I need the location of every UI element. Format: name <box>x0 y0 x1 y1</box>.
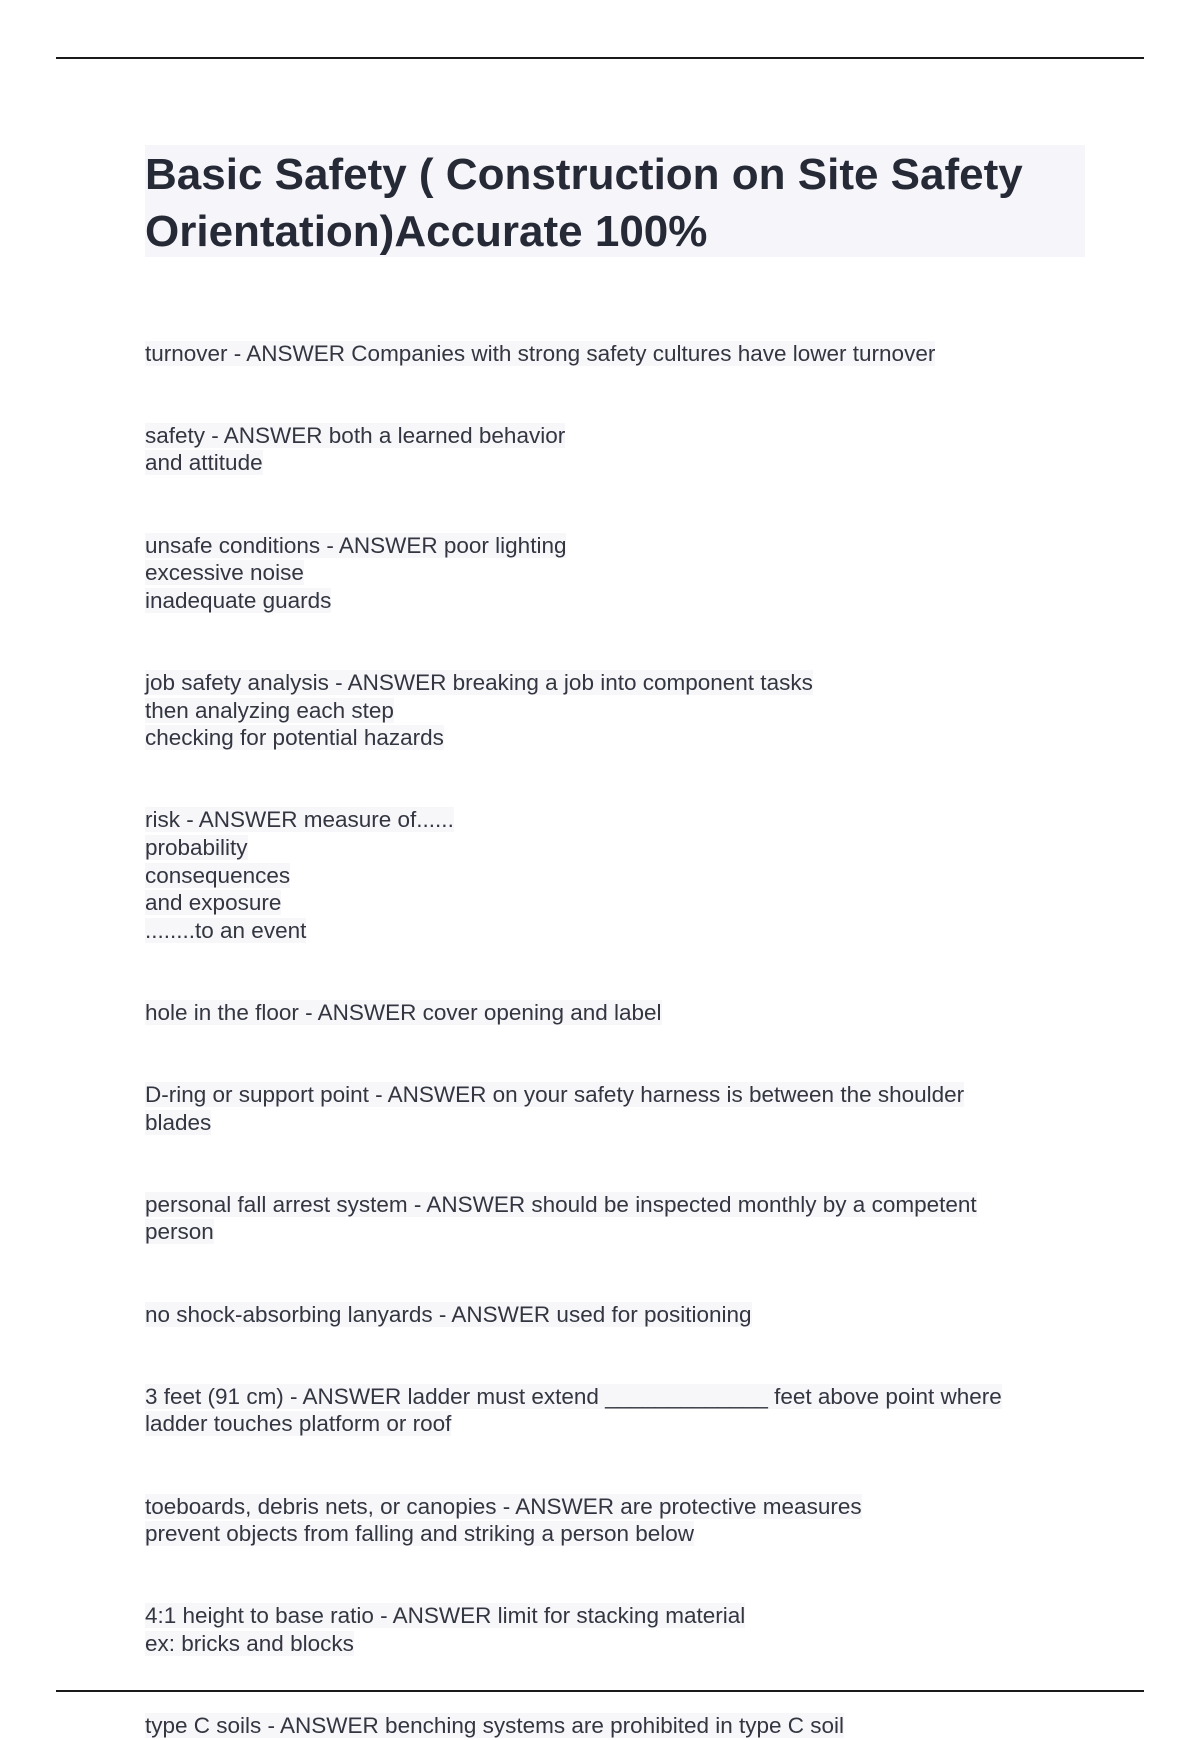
qa-item-text: no shock-absorbing lanyards - ANSWER used for positioning <box>145 1301 752 1327</box>
qa-item-type-c-soils <box>145 1685 1095 1740</box>
qa-item-text: toeboards, debris nets, or canopies - ANSWER are protective measures prevent objects from falling and striking a person below <box>145 1493 862 1547</box>
qa-item-job-safety-analysis <box>145 641 1095 751</box>
qa-item-unsafe-conditions <box>145 504 1095 614</box>
qa-item-text: 4:1 height to base ratio - ANSWER limit for stacking material ex: bricks and blocks <box>145 1603 746 1656</box>
qa-item-safety <box>145 394 1095 477</box>
qa-item-text: personal fall arrest system - ANSWER should be inspected monthly by a competent person <box>145 1191 977 1245</box>
qa-item-text: risk - ANSWER measure of...... probability consequences and exposure ........to an event <box>145 807 454 943</box>
top-rule <box>56 57 1144 59</box>
qa-item-hole-in-floor <box>145 971 1095 1026</box>
qa-item-text: unsafe conditions - ANSWER poor lighting excessive noise inadequate guards <box>145 532 567 613</box>
qa-item-d-ring <box>145 1053 1095 1136</box>
qa-item-text: type C soils - ANSWER benching systems are prohibited in type C soil <box>145 1713 845 1739</box>
qa-item-personal-fall-arrest <box>145 1163 1095 1246</box>
qa-item-text: D-ring or support point - ANSWER on your safety harness is between the shoulder blades <box>145 1082 965 1135</box>
qa-item-stacking-ratio <box>145 1575 1095 1658</box>
qa-item-text: 3 feet (91 cm) - ANSWER ladder must extend _____________ feet above point where ladder touches platform or roof <box>145 1383 1002 1437</box>
qa-item-text: safety - ANSWER both a learned behavior and attitude <box>145 422 566 476</box>
qa-item-toeboards <box>145 1465 1095 1548</box>
qa-item-ladder-extension <box>145 1355 1095 1438</box>
qa-item-text: job safety analysis - ANSWER breaking a job into component tasks then analyzing each step checking for potential hazards <box>145 669 813 751</box>
qa-item-text: hole in the floor - ANSWER cover opening and label <box>145 999 662 1025</box>
document-title: Basic Safety ( Construction on Site Safety Orientation)Accurate 100% <box>145 150 1023 256</box>
bottom-rule <box>56 1690 1144 1692</box>
qa-list <box>145 312 1095 1740</box>
qa-item-risk <box>145 779 1095 945</box>
qa-item-text: turnover - ANSWER Companies with strong safety cultures have lower turnover <box>145 340 936 366</box>
qa-item-turnover <box>145 312 1095 367</box>
qa-item-no-shock-absorbing-lanyards <box>145 1273 1095 1328</box>
